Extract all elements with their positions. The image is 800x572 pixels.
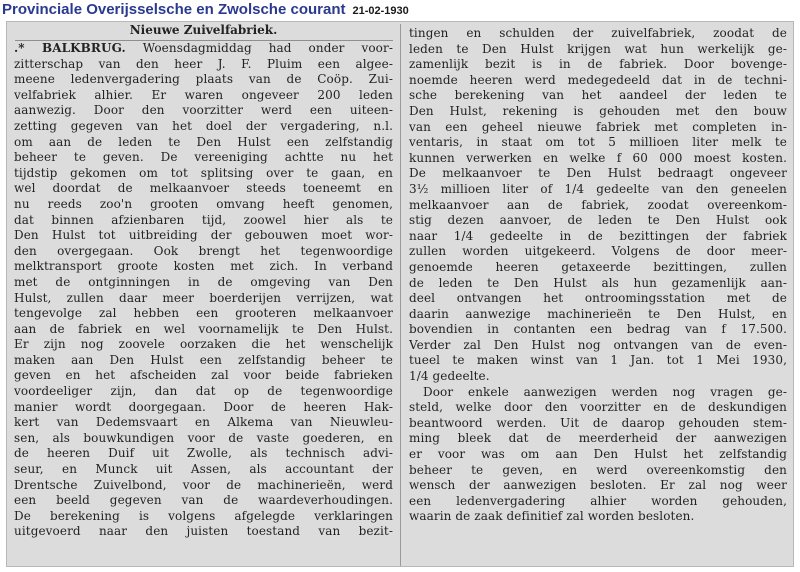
- text-line-content: steld, welke door den voorzitter en de deskundigen: [409, 400, 787, 415]
- text-line-content: kunnen verwerken en welke f 60 000 moest kosten.: [409, 150, 787, 165]
- text-line: [14, 119, 393, 135]
- text-line: [409, 416, 787, 432]
- text-line: [14, 244, 393, 260]
- text-line: [14, 197, 393, 213]
- text-line: [14, 322, 393, 338]
- text-line-content: maken aan Den Hulst een zelfstandig beheer te: [14, 352, 393, 367]
- text-line-content: nu reeds zoo'n grooten omvang heeft genomen,: [14, 196, 393, 211]
- text-line: [409, 276, 787, 292]
- text-line-content: Verder zal Den Hulst nog ontvangen van de even-: [409, 337, 787, 352]
- text-line: [409, 135, 787, 151]
- text-line-content: een beeld gegeven van de waardeverhoudingen.: [14, 493, 393, 508]
- dateline: .* BALKBRUG.: [14, 41, 126, 55]
- text-line-content: seur, en Munck uit Assen, als accountant der: [14, 462, 393, 477]
- text-line: [14, 493, 393, 509]
- text-line-content: manier wordt doorgegaan. Door de heeren Hak-: [14, 399, 393, 414]
- text-line: [14, 400, 393, 416]
- text-line-content: den overgegaan. Ook brengt het tegenwoordige: [14, 243, 393, 258]
- text-line: [14, 431, 393, 447]
- page-header: [0, 0, 800, 22]
- text-line: [14, 103, 393, 119]
- text-line-content: De berekening is volgens afgelegde verklaringen: [14, 508, 393, 523]
- text-line: [409, 42, 787, 58]
- column-divider: [400, 24, 401, 566]
- article-column-right: [409, 26, 787, 525]
- text-line: [409, 494, 787, 510]
- text-line-content: Drentsche Zuivelbond, voor de machinerieën, werd: [14, 477, 393, 492]
- text-line-content: daarin aanwezige machinerieën te Den Hulst, en: [409, 306, 787, 321]
- text-line: [409, 400, 787, 416]
- text-line-content: naar 1/4 gedeelte in de bezittingen der fabriek: [409, 228, 787, 243]
- text-line: [14, 181, 393, 197]
- text-line-content: zullen worden uitgekeerd. Volgens de door meer-: [409, 244, 787, 259]
- text-line-content: De melkaanvoer te Den Hulst bedraagt ongeveer: [409, 166, 787, 181]
- text-line: [409, 213, 787, 229]
- text-line: [14, 368, 393, 384]
- text-line: [409, 478, 787, 494]
- text-line: [14, 57, 393, 73]
- text-line: [14, 213, 393, 229]
- text-line: [409, 229, 787, 245]
- text-line: [14, 446, 393, 462]
- text-line: [14, 150, 393, 166]
- text-line: [409, 88, 787, 104]
- text-line-content: Woensdagmiddag had onder voor-: [125, 41, 393, 55]
- text-line-content: meene ledenvergadering plaats van de Coöp. Zui-: [14, 72, 393, 87]
- text-line-content: Den Hulst tot uitbreiding der gebouwen moet wor-: [14, 228, 393, 243]
- text-line-content: aan de fabriek en wel voornamelijk te Den Hulst.: [14, 321, 393, 336]
- text-line-content: geven en het afscheiden zal voor beide fabrieken: [14, 368, 393, 383]
- text-line-content: sche berekening van het aandeel der leden te: [409, 88, 787, 103]
- text-line-content: tengevolge zal hebben een grooteren melkaanvoer: [14, 306, 393, 321]
- text-line: [14, 228, 393, 244]
- text-line-content: zetting gegeven van het doel der vergadering, n.l.: [14, 118, 393, 133]
- text-line: [409, 291, 787, 307]
- text-line-content: tueel te maken winst van 1 Jan. tot 1 Mei 1930,: [409, 353, 787, 368]
- text-line-content: tijdstip gekomen om tot splitsing over te gaan, en: [14, 165, 393, 180]
- text-line: [14, 72, 393, 88]
- text-line-content: zitterschap van den heer J. F. Pluim een algee-: [14, 56, 393, 71]
- text-line: [14, 478, 393, 494]
- text-line: [14, 306, 393, 322]
- text-line-content: ming bleek dat de meerderheid der aanwezigen: [409, 431, 787, 446]
- text-line-content: melktransport groote kosten met zich. In verband: [14, 259, 393, 274]
- text-line: [409, 447, 787, 463]
- text-line: [14, 166, 393, 182]
- text-line: [409, 353, 787, 369]
- text-line-content: 3½ millioen liter of 1/4 gedeelte van den geneelen: [409, 181, 787, 196]
- text-line: [14, 337, 393, 353]
- text-line-content: waarin de zaak definitief zal worden besloten.: [409, 509, 695, 524]
- text-line-content: beheer te geven, en werd overeenkomstig den: [409, 462, 787, 477]
- text-line: [14, 462, 393, 478]
- text-line: [14, 88, 393, 104]
- text-line: [409, 338, 787, 354]
- text-line-content: Den Hulst, rekening is gehouden met den bouw: [409, 103, 787, 118]
- text-line: [14, 275, 393, 291]
- article-column-left: [14, 41, 393, 540]
- text-line: [409, 322, 787, 338]
- text-line-content: noemde heeren werd medegedeeld dat in de techni-: [409, 72, 787, 87]
- text-line: [409, 73, 787, 89]
- text-line: [14, 509, 393, 525]
- text-line: [14, 291, 393, 307]
- text-line-content: Hulst, zullen daar meer boerderijen verrijzen, wat: [14, 290, 393, 305]
- text-line-content: een ledenvergadering alhier worden gehouden,: [409, 493, 787, 508]
- text-line-content: bovendien in contanten een bedrag van f 17.500.: [409, 322, 787, 337]
- text-line-content: stig dezen aanvoer, de leden te Den Hulst ook: [409, 213, 787, 228]
- text-line: [409, 369, 787, 385]
- newspaper-title: Provinciale Overijsselsche en Zwolsche courant: [2, 1, 346, 18]
- text-line-content: wel doordat de melkaanvoer steeds toeneemt en: [14, 181, 393, 196]
- text-line-content: melkaanvoer aan de fabriek, zoodat overeenkom-: [409, 197, 787, 212]
- text-line: [409, 385, 787, 401]
- text-line: [14, 415, 393, 431]
- text-line-content: wensch der aanwezigen besloten. Er zal nog weer: [409, 478, 787, 493]
- text-line-content: deel ontvangen het ontroomingsstation met de: [409, 291, 787, 306]
- text-line-content: genoemde heeren getaxeerde bezittingen, zullen: [409, 259, 787, 274]
- text-line-content: Door enkele aanwezigen werden nog vragen ge-: [423, 384, 787, 399]
- text-line: [409, 120, 787, 136]
- text-line: [409, 182, 787, 198]
- text-line: [409, 57, 787, 73]
- text-line-content: om aan de leden te Den Hulst een zelfstandig: [14, 134, 393, 149]
- text-line-content: kert van Dedemsvaart en Alkema van Nieuwleu-: [14, 415, 393, 430]
- text-line: [409, 463, 787, 479]
- text-line-content: 1/4 gedeelte.: [409, 369, 490, 384]
- text-line: [14, 524, 393, 540]
- text-line-content: met de ontginningen in de omgeving van Den: [14, 274, 393, 289]
- text-line: [409, 151, 787, 167]
- text-line-content: de heeren Duif uit Zwolle, als technisch advi-: [14, 446, 393, 461]
- text-line: [14, 384, 393, 400]
- text-line-content: aanwezig. Door den voorzitter werd een uiteen-: [14, 103, 393, 118]
- article-heading: Nieuwe Zuivelfabriek.: [129, 23, 278, 37]
- text-line-content: tingen en schulden der zuivelfabriek, zoodat de: [409, 26, 787, 40]
- text-line-content: zamenlijk bezit is in de fabriek. Door bovenge-: [409, 57, 787, 72]
- text-line-content: dat binnen afzienbaren tijd, zoowel hier als te: [14, 212, 393, 227]
- text-line: [409, 26, 787, 42]
- text-line: [409, 166, 787, 182]
- text-line-content: Er zijn nog zoovele oorzaken die het wenschelijk: [14, 337, 393, 352]
- text-line: [14, 41, 393, 57]
- text-line: [14, 135, 393, 151]
- text-line-content: beantwoord werden. Uit de daarop gehouden stem-: [409, 415, 787, 430]
- newspaper-clipping: [6, 21, 794, 567]
- text-line-content: van een geheel nieuwe fabriek met completen in-: [409, 119, 787, 134]
- text-line: [409, 260, 787, 276]
- text-line: [14, 353, 393, 369]
- text-line-content: beheer te geven. De vereeniging achtte nu het: [14, 150, 393, 165]
- text-line-content: de leden te Den Hulst als hun gezamenlijk aan-: [409, 275, 787, 290]
- text-line: [409, 431, 787, 447]
- text-line-content: velfabriek alhier. Er waren ongeveer 200 leden: [14, 87, 393, 102]
- text-line: [409, 307, 787, 323]
- text-line-content: leden te Den Hulst krijgen wat hun werkelijk ge-: [409, 41, 787, 56]
- text-line: [409, 104, 787, 120]
- text-line-content: sen, als bouwkundigen voor de vaste goederen, en: [14, 430, 393, 445]
- text-line: [409, 509, 787, 525]
- text-line-content: er voor was om aan Den Hulst het zelfstandig: [409, 447, 787, 462]
- text-line-content: uitgevoerd naar den juisten toestand van bezit-: [14, 524, 393, 539]
- text-line: [409, 198, 787, 214]
- text-line-content: ventaris, in staat om tot 5 millioen liter melk te: [409, 135, 787, 150]
- text-line-content: voordeeliger zijn, dan dat op de tegenwoordige: [14, 384, 393, 399]
- text-line: [14, 259, 393, 275]
- publication-date: 21-02-1930: [352, 5, 409, 17]
- text-line: [409, 244, 787, 260]
